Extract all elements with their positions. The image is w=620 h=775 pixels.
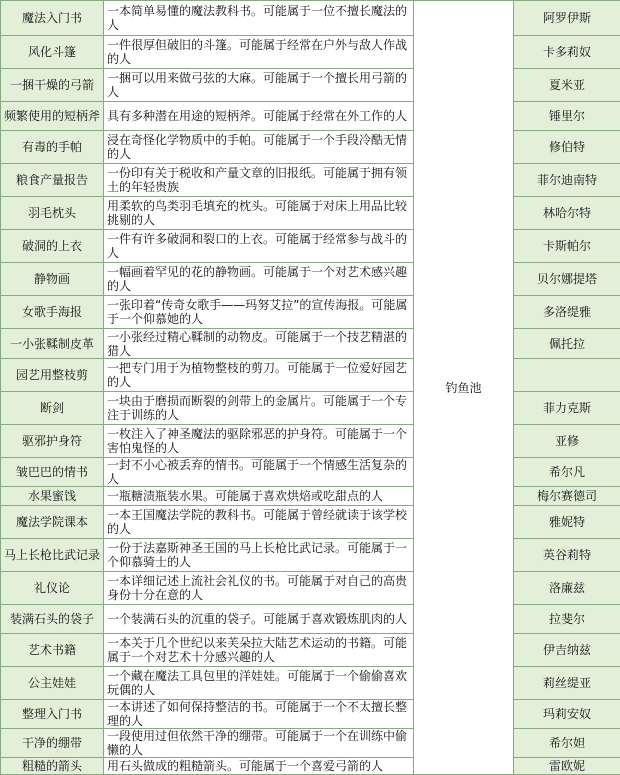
owner-name-cell: 莉丝缇亚: [514, 667, 620, 700]
owner-name-cell: 夏米亚: [514, 69, 620, 102]
table-row: [1, 634, 620, 667]
table-row: [1, 296, 620, 329]
item-name-cell: 有毒的手帕: [1, 131, 104, 164]
item-name-cell: 魔法入门书: [1, 1, 104, 36]
item-name-cell: 一捆干燥的弓箭: [1, 69, 104, 102]
item-name-cell: 装满石头的袋子: [1, 605, 104, 634]
item-description-cell: 一本简单易懂的魔法教科书。可能属于一位不擅长魔法的人: [104, 1, 414, 36]
owner-name-cell: [514, 359, 620, 392]
item-description-cell: 用石头做成的粗糙箭头。可能属于一个喜爱弓箭的人: [104, 758, 414, 775]
item-name-cell: 风化斗篷: [1, 36, 104, 69]
table-row: [1, 458, 620, 487]
item-description-cell: 一封不小心被丢弃的情书。可能属于一个情感生活复杂的人: [104, 458, 414, 487]
item-name-cell: 魔法学院课本: [1, 506, 104, 539]
item-name-cell: 频繁使用的短柄斧: [1, 102, 104, 131]
item-description-cell: 一件有许多破洞和裂口的上衣。可能属于经常参与战斗的人: [104, 230, 414, 263]
table-row: [1, 700, 620, 729]
owner-name-cell: 梅尔赛德司: [514, 487, 620, 506]
item-description-cell: 一把专门用于为植物整枝的剪刀。可能属于一位爱好园艺的人: [104, 359, 414, 392]
table-row: [1, 667, 620, 700]
owner-name-cell: 希尔妲: [514, 729, 620, 758]
table-row: [1, 329, 620, 359]
item-name-cell: 干净的绷带: [1, 729, 104, 758]
owner-name-cell: 伊吉纳兹: [514, 634, 620, 667]
owner-name-cell: 菲尔迪南特: [514, 164, 620, 197]
item-description-cell: 用柔软的鸟类羽毛填充的枕头。可能属于对床上用品比较挑剔的人: [104, 197, 414, 230]
item-name-cell: 艺术书籍: [1, 634, 104, 667]
table-row: [1, 197, 620, 230]
owner-name-cell: 阿罗伊斯: [514, 1, 620, 36]
item-description-cell: 一段使用过但依然干净的绷带。可能属于一个在训练中偷懒的人: [104, 729, 414, 758]
item-name-cell: 皱巴巴的情书: [1, 458, 104, 487]
table-row: [1, 487, 620, 506]
item-name-cell: 羽毛枕头: [1, 197, 104, 230]
owner-name-cell: 多洛缇雅: [514, 296, 620, 329]
item-name-cell: 粗糙的箭头: [1, 758, 104, 775]
owner-name-cell: 洛廉兹: [514, 572, 620, 605]
item-description-cell: 一个藏在魔法工具包里的洋娃娃。可能属于一个偷偷喜欢玩偶的人: [104, 667, 414, 700]
table-row: [1, 131, 620, 164]
owner-name-cell: 玛莉安奴: [514, 700, 620, 729]
item-name-cell: 断剑: [1, 392, 104, 425]
table-row: [1, 230, 620, 263]
owner-name-cell: 修伯特: [514, 131, 620, 164]
table-row: [1, 539, 620, 572]
owner-name-cell: 锤里尔: [514, 102, 620, 131]
item-description-cell: 一幅画着罕见的花的静物画。可能属于一个对艺术感兴趣的人: [104, 263, 414, 296]
item-description-cell: 一份印有关于税收和产量文章的旧报纸。可能属于拥有领土的年轻贵族: [104, 164, 414, 197]
item-description-cell: 一个装满石头的沉重的袋子。可能属于喜欢锻炼肌肉的人: [104, 605, 414, 634]
owner-name-cell: 菲力克斯: [514, 392, 620, 425]
table-row: [1, 729, 620, 758]
table-row: [1, 36, 620, 69]
item-name-cell: 女歌手海报: [1, 296, 104, 329]
item-name-cell: 礼仪论: [1, 572, 104, 605]
owner-name-cell: 贝尔娜提塔: [514, 263, 620, 296]
owner-name-cell: 希尔凡: [514, 458, 620, 487]
location-cell: 钓鱼池: [414, 1, 514, 775]
owner-name-cell: 佩托拉: [514, 329, 620, 359]
table-body: [1, 1, 620, 775]
item-description-cell: 一本关于几个世纪以来芙朵拉大陆艺术运动的书籍。可能属于一个对艺术十分感兴趣的人: [104, 634, 414, 667]
item-description-cell: 一小张经过精心鞣制的动物皮。可能属于一个技艺精湛的猎人: [104, 329, 414, 359]
item-description-cell: 具有多种潜在用途的短柄斧。可能属于经常在外工作的人: [104, 102, 414, 131]
table-row: [1, 392, 620, 425]
table-row: [1, 102, 620, 131]
item-name-cell: 整理入门书: [1, 700, 104, 729]
owner-name-cell: 雅妮特: [514, 506, 620, 539]
owner-name-cell: 拉斐尔: [514, 605, 620, 634]
owner-name-cell: 雷欧妮: [514, 758, 620, 775]
table-row: [1, 1, 620, 36]
item-name-cell: 公主娃娃: [1, 667, 104, 700]
item-description-cell: 一捆可以用来做弓弦的大麻。可能属于一个擅长用弓箭的人: [104, 69, 414, 102]
table-row: [1, 263, 620, 296]
item-description-cell: 一件很厚但破旧的斗篷。可能属于经常在户外与敌人作战的人: [104, 36, 414, 69]
table-row: [1, 758, 620, 775]
item-description-cell: 一瓶糖渍瓶装水果。可能属于喜欢烘焙或吃甜点的人: [104, 487, 414, 506]
table-row: [1, 572, 620, 605]
item-name-cell: 园艺用整枝剪: [1, 359, 104, 392]
table-row: [1, 605, 620, 634]
item-description-cell: 一块由于磨损而断裂的剑带上的金属片。可能属于一个专注于训练的人: [104, 392, 414, 425]
owner-name-cell: 林哈尔特: [514, 197, 620, 230]
item-description-cell: 一本王国魔法学院的教科书。可能属于曾经就读于该学校的人: [104, 506, 414, 539]
table-row: [1, 425, 620, 458]
item-description-cell: 一张印着“传奇女歌手——玛努艾拉”的宣传海报。可能属于一个仰慕她的人: [104, 296, 414, 329]
item-name-cell: 静物画: [1, 263, 104, 296]
item-name-cell: 一小张鞣制皮革: [1, 329, 104, 359]
owner-name-cell: 亚修: [514, 425, 620, 458]
item-description-cell: 一本详细记述上流社会礼仪的书。可能属于对自己的高贵身份十分在意的人: [104, 572, 414, 605]
owner-name-cell: 卡多莉奴: [514, 36, 620, 69]
item-name-cell: 破洞的上衣: [1, 230, 104, 263]
table-row: [1, 506, 620, 539]
item-name-cell: 水果蜜饯: [1, 487, 104, 506]
item-description-cell: 一枚注入了神圣魔法的驱除邪恶的护身符。可能属于一个害怕鬼怪的人: [104, 425, 414, 458]
item-description-cell: 浸在奇怪化学物质中的手帕。可能属于一个手段冷酷无情的人: [104, 131, 414, 164]
item-name-cell: 马上长枪比武记录: [1, 539, 104, 572]
owner-name-cell: 卡斯帕尔: [514, 230, 620, 263]
table-row: [1, 69, 620, 102]
item-description-cell: 一份于法嘉斯神圣王国的马上长枪比武记录。可能属于一个仰慕骑士的人: [104, 539, 414, 572]
item-name-cell: 粮食产量报告: [1, 164, 104, 197]
table-row: [1, 164, 620, 197]
item-description-cell: 一本讲述了如何保持整洁的书。可能属于一个不太擅长整理的人: [104, 700, 414, 729]
item-name-cell: 驱邪护身符: [1, 425, 104, 458]
owner-name-cell: 英谷莉特: [514, 539, 620, 572]
table-row: [1, 359, 620, 392]
